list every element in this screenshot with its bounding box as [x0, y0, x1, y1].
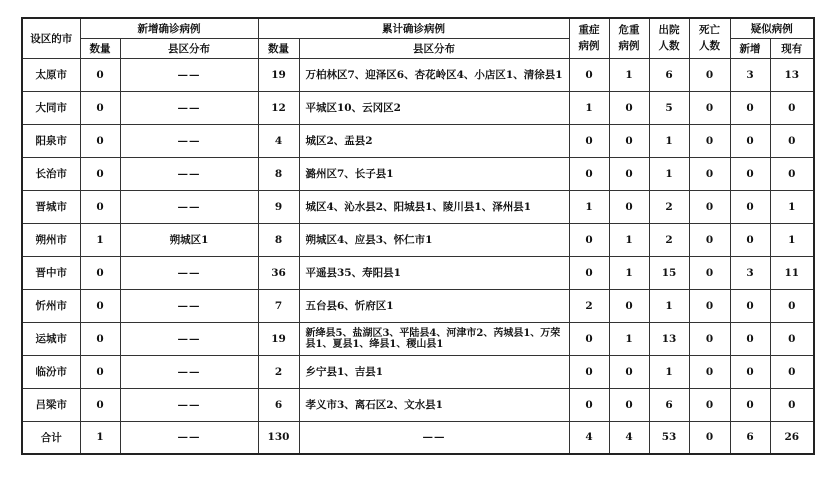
cell-suspected-current: 0 — [770, 322, 814, 355]
cell-new-county: —— — [120, 58, 258, 91]
cell-critical: 1 — [609, 58, 649, 91]
table-row — [22, 190, 814, 223]
cell-deaths: 0 — [689, 91, 730, 124]
header-severe: 重症病例 — [569, 18, 609, 58]
cell-deaths: 0 — [689, 58, 730, 91]
cell-critical: 0 — [609, 289, 649, 322]
table-row — [22, 355, 814, 388]
cell-suspected-current: 0 — [770, 289, 814, 322]
header-cum-county: 县区分布 — [299, 38, 569, 58]
table-body — [22, 58, 814, 454]
cell-cum-county: 新绛县5、盐湖区3、平陆县4、河津市2、芮城县1、万荣县1、夏县1、绛县1、稷山县1 — [299, 322, 569, 355]
cell-discharged: 1 — [649, 124, 689, 157]
cell-severe: 0 — [569, 322, 609, 355]
cell-suspected-current: 13 — [770, 58, 814, 91]
table-row — [22, 157, 814, 190]
cell-cum-count: 36 — [258, 256, 299, 289]
cell-city: 晋中市 — [22, 256, 80, 289]
cell-city: 朔州市 — [22, 223, 80, 256]
cell-new-county: —— — [120, 124, 258, 157]
header-suspected-group: 疑似病例 — [730, 18, 814, 38]
cell-new-county: 朔城区1 — [120, 223, 258, 256]
cell-discharged: 1 — [649, 355, 689, 388]
cell-deaths: 0 — [689, 289, 730, 322]
cell-total-critical: 4 — [609, 421, 649, 454]
table-row — [22, 124, 814, 157]
cell-suspected-new: 0 — [730, 289, 770, 322]
cell-discharged: 2 — [649, 190, 689, 223]
header-new-county: 县区分布 — [120, 38, 258, 58]
header-new-count: 数量 — [80, 38, 120, 58]
cell-cum-count: 19 — [258, 58, 299, 91]
cell-city: 吕梁市 — [22, 388, 80, 421]
cell-suspected-new: 0 — [730, 388, 770, 421]
cell-deaths: 0 — [689, 388, 730, 421]
cell-severe: 0 — [569, 355, 609, 388]
cell-deaths: 0 — [689, 256, 730, 289]
header-cumulative-group: 累计确诊病例 — [258, 18, 569, 38]
header-city: 设区的市 — [22, 18, 80, 58]
cell-total-label: 合计 — [22, 421, 80, 454]
table-header — [22, 18, 814, 58]
cell-new-count: 0 — [80, 388, 120, 421]
cell-suspected-new: 0 — [730, 322, 770, 355]
cell-cum-county: 孝义市3、离石区2、文水县1 — [299, 388, 569, 421]
cell-cum-count: 2 — [258, 355, 299, 388]
cell-critical: 0 — [609, 157, 649, 190]
cell-suspected-current: 0 — [770, 91, 814, 124]
cell-suspected-new: 0 — [730, 124, 770, 157]
table-row — [22, 58, 814, 91]
cell-cum-count: 6 — [258, 388, 299, 421]
total-row — [22, 421, 814, 454]
cell-suspected-new: 0 — [730, 157, 770, 190]
cell-new-county: —— — [120, 388, 258, 421]
header-critical: 危重病例 — [609, 18, 649, 58]
cell-new-count: 0 — [80, 289, 120, 322]
cell-suspected-current: 11 — [770, 256, 814, 289]
cell-deaths: 0 — [689, 223, 730, 256]
cell-critical: 0 — [609, 91, 649, 124]
cell-critical: 1 — [609, 223, 649, 256]
cell-deaths: 0 — [689, 124, 730, 157]
cell-suspected-new: 3 — [730, 256, 770, 289]
cell-cum-count: 12 — [258, 91, 299, 124]
cell-severe: 1 — [569, 190, 609, 223]
header-cum-count: 数量 — [258, 38, 299, 58]
cell-total-new-county: —— — [120, 421, 258, 454]
cell-suspected-new: 0 — [730, 190, 770, 223]
cell-new-county: —— — [120, 190, 258, 223]
cell-total-suspected-current: 26 — [770, 421, 814, 454]
cell-severe: 1 — [569, 91, 609, 124]
header-discharged: 出院人数 — [649, 18, 689, 58]
cell-deaths: 0 — [689, 355, 730, 388]
cell-discharged: 5 — [649, 91, 689, 124]
cell-city: 晋城市 — [22, 190, 80, 223]
cell-cum-county: 五台县6、忻府区1 — [299, 289, 569, 322]
cell-severe: 0 — [569, 223, 609, 256]
cell-suspected-new: 3 — [730, 58, 770, 91]
header-new-group: 新增确诊病例 — [80, 18, 258, 38]
table-row — [22, 91, 814, 124]
cell-new-count: 1 — [80, 223, 120, 256]
cell-suspected-new: 0 — [730, 223, 770, 256]
cell-total-cum-county: —— — [299, 421, 569, 454]
cell-discharged: 13 — [649, 322, 689, 355]
cell-cum-county: 万柏林区7、迎泽区6、杏花岭区4、小店区1、清徐县1 — [299, 58, 569, 91]
cell-cum-county: 城区2、盂县2 — [299, 124, 569, 157]
cell-cum-count: 8 — [258, 223, 299, 256]
cell-discharged: 1 — [649, 289, 689, 322]
cell-deaths: 0 — [689, 322, 730, 355]
cell-city: 运城市 — [22, 322, 80, 355]
cell-suspected-current: 0 — [770, 388, 814, 421]
cell-critical: 1 — [609, 322, 649, 355]
cell-discharged: 6 — [649, 388, 689, 421]
cell-cum-county: 朔城区4、应县3、怀仁市1 — [299, 223, 569, 256]
cell-total-deaths: 0 — [689, 421, 730, 454]
cell-severe: 0 — [569, 58, 609, 91]
cell-deaths: 0 — [689, 190, 730, 223]
header-suspected-current: 现有 — [770, 38, 814, 58]
cell-new-count: 0 — [80, 190, 120, 223]
cell-new-county: —— — [120, 322, 258, 355]
cell-cum-county: 平遥县35、寿阳县1 — [299, 256, 569, 289]
table-row — [22, 223, 814, 256]
cell-city: 忻州市 — [22, 289, 80, 322]
cell-suspected-current: 1 — [770, 223, 814, 256]
header-deaths: 死亡人数 — [689, 18, 730, 58]
cell-new-count: 0 — [80, 91, 120, 124]
cell-severe: 2 — [569, 289, 609, 322]
cell-total-severe: 4 — [569, 421, 609, 454]
cell-new-count: 0 — [80, 355, 120, 388]
cell-cum-county: 乡宁县1、吉县1 — [299, 355, 569, 388]
cell-suspected-current: 1 — [770, 190, 814, 223]
cell-severe: 0 — [569, 256, 609, 289]
cell-cum-count: 19 — [258, 322, 299, 355]
table-row — [22, 322, 814, 355]
cell-suspected-current: 0 — [770, 157, 814, 190]
cell-cum-county: 平城区10、云冈区2 — [299, 91, 569, 124]
table-row — [22, 256, 814, 289]
cell-city: 大同市 — [22, 91, 80, 124]
cell-discharged: 2 — [649, 223, 689, 256]
cell-discharged: 6 — [649, 58, 689, 91]
cell-city: 阳泉市 — [22, 124, 80, 157]
cell-critical: 0 — [609, 124, 649, 157]
cell-suspected-current: 0 — [770, 124, 814, 157]
cell-critical: 0 — [609, 190, 649, 223]
cell-suspected-new: 0 — [730, 355, 770, 388]
cell-cum-county: 城区4、沁水县2、阳城县1、陵川县1、泽州县1 — [299, 190, 569, 223]
cell-city: 太原市 — [22, 58, 80, 91]
cell-critical: 0 — [609, 388, 649, 421]
cell-new-count: 0 — [80, 157, 120, 190]
cell-suspected-new: 0 — [730, 91, 770, 124]
cell-deaths: 0 — [689, 157, 730, 190]
cell-suspected-current: 0 — [770, 355, 814, 388]
table-row — [22, 388, 814, 421]
cell-new-county: —— — [120, 355, 258, 388]
cell-total-suspected-new: 6 — [730, 421, 770, 454]
cell-new-county: —— — [120, 256, 258, 289]
table-row — [22, 289, 814, 322]
cell-cum-count: 8 — [258, 157, 299, 190]
cell-new-count: 0 — [80, 256, 120, 289]
cell-new-county: —— — [120, 157, 258, 190]
cell-severe: 0 — [569, 124, 609, 157]
cell-critical: 1 — [609, 256, 649, 289]
cell-total-discharged: 53 — [649, 421, 689, 454]
cell-cum-count: 4 — [258, 124, 299, 157]
cell-severe: 0 — [569, 157, 609, 190]
cell-severe: 0 — [569, 388, 609, 421]
cell-new-count: 0 — [80, 322, 120, 355]
cell-new-count: 0 — [80, 58, 120, 91]
cell-new-county: —— — [120, 91, 258, 124]
cell-city: 长治市 — [22, 157, 80, 190]
header-suspected-new: 新增 — [730, 38, 770, 58]
cell-discharged: 1 — [649, 157, 689, 190]
cell-total-new-count: 1 — [80, 421, 120, 454]
cell-cum-county: 潞州区7、长子县1 — [299, 157, 569, 190]
cell-cum-count: 9 — [258, 190, 299, 223]
cell-discharged: 15 — [649, 256, 689, 289]
cell-cum-count: 7 — [258, 289, 299, 322]
covid-stats-table — [21, 17, 815, 455]
cell-new-count: 0 — [80, 124, 120, 157]
cell-new-county: —— — [120, 289, 258, 322]
cell-total-cum-count: 130 — [258, 421, 299, 454]
cell-critical: 0 — [609, 355, 649, 388]
stats-table-container — [21, 17, 815, 455]
cell-city: 临汾市 — [22, 355, 80, 388]
